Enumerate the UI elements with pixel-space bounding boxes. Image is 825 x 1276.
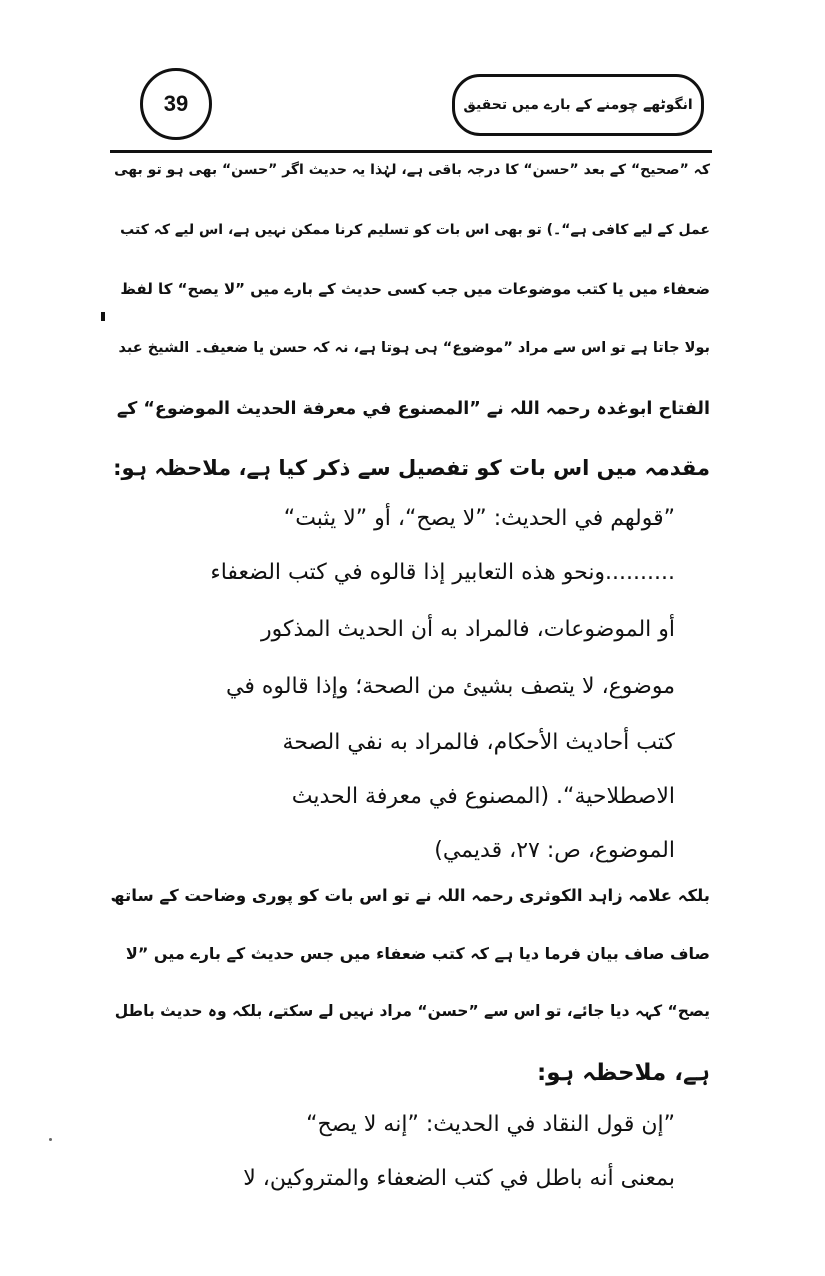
quote-citation: الموضوع، ص: ٢٧، قديمي) [434, 838, 675, 863]
quote-line: ..........ونحو هذه التعابير إذا قالوه في كتب الضعفاء [210, 560, 675, 585]
paragraph-line: بولا جاتا ہے تو اس سے مراد ”موضوع“ ہی ہوتا ہے، نہ کہ حسن یا ضعیف۔ الشیخ عبد [118, 340, 710, 356]
paragraph-line: صاف صاف بیان فرما دیا ہے کہ کتب ضعفاء میں جس حدیث کے بارے میں ”لا [125, 944, 710, 963]
paragraph-line: یصح“ کہہ دیا جائے، تو اس سے ”حسن“ مراد نہیں لے سکتے، بلکہ وہ حدیث باطل [114, 1002, 710, 1020]
paragraph-line: الفتاح ابوغدہ رحمہ اللہ نے ”المصنوع في معرفة الحديث الموضوع“ کے [116, 399, 710, 419]
running-header [452, 74, 704, 136]
header-divider [110, 150, 712, 153]
quote-line: بمعنى أنه باطل في كتب الضعفاء والمتروكين، لا [243, 1166, 675, 1191]
paragraph-line: بلکہ علامہ زاہد الکوثری رحمہ اللہ نے تو اس بات کو پوری وضاحت کے ساتھ [110, 886, 710, 905]
quote-line: ”إن قول النقاد في الحديث: ”إنه لا يصح“ [306, 1112, 675, 1137]
margin-mark [101, 312, 105, 321]
running-header-title: انگوٹھے چومنے کے بارے میں تحقیق [463, 97, 693, 113]
paragraph-line: کہ ”صحیح“ کے بعد ”حسن“ کا درجہ باقی ہے، لہٰذا یہ حدیث اگر ”حسن“ بھی ہو تو بھی [114, 162, 710, 178]
quote-line: ”قولهم في الحديث: ”لا يصح“، أو ”لا يثبت“ [283, 506, 675, 531]
paragraph-line: مقدمہ میں اس بات کو تفصیل سے ذکر کیا ہے، ملاحظہ ہو: [113, 456, 710, 480]
quote-line: أو الموضوعات، فالمراد به أن الحديث المذكور [261, 617, 675, 642]
page-number [140, 68, 212, 140]
scan-speck [49, 1138, 52, 1141]
paragraph-line: ضعفاء میں یا کتب موضوعات میں جب کسی حدیث کے بارے میں ”لا یصح“ کا لفظ [120, 280, 710, 298]
paragraph-line: ہے، ملاحظہ ہو: [537, 1060, 710, 1086]
quote-line: الاصطلاحية“. (المصنوع في معرفة الحديث [291, 784, 675, 809]
quote-line: موضوع، لا يتصف بشيئ من الصحة؛ وإذا قالوه في [226, 674, 675, 699]
page-number-text: 39 [163, 91, 189, 116]
quote-line: كتب أحاديث الأحكام، فالمراد به نفي الصحة [282, 730, 675, 755]
paragraph-line: عمل کے لیے کافی ہے“۔) تو بھی اس بات کو تسلیم کرنا ممکن نہیں ہے، اس لیے کہ کتب [120, 222, 710, 238]
